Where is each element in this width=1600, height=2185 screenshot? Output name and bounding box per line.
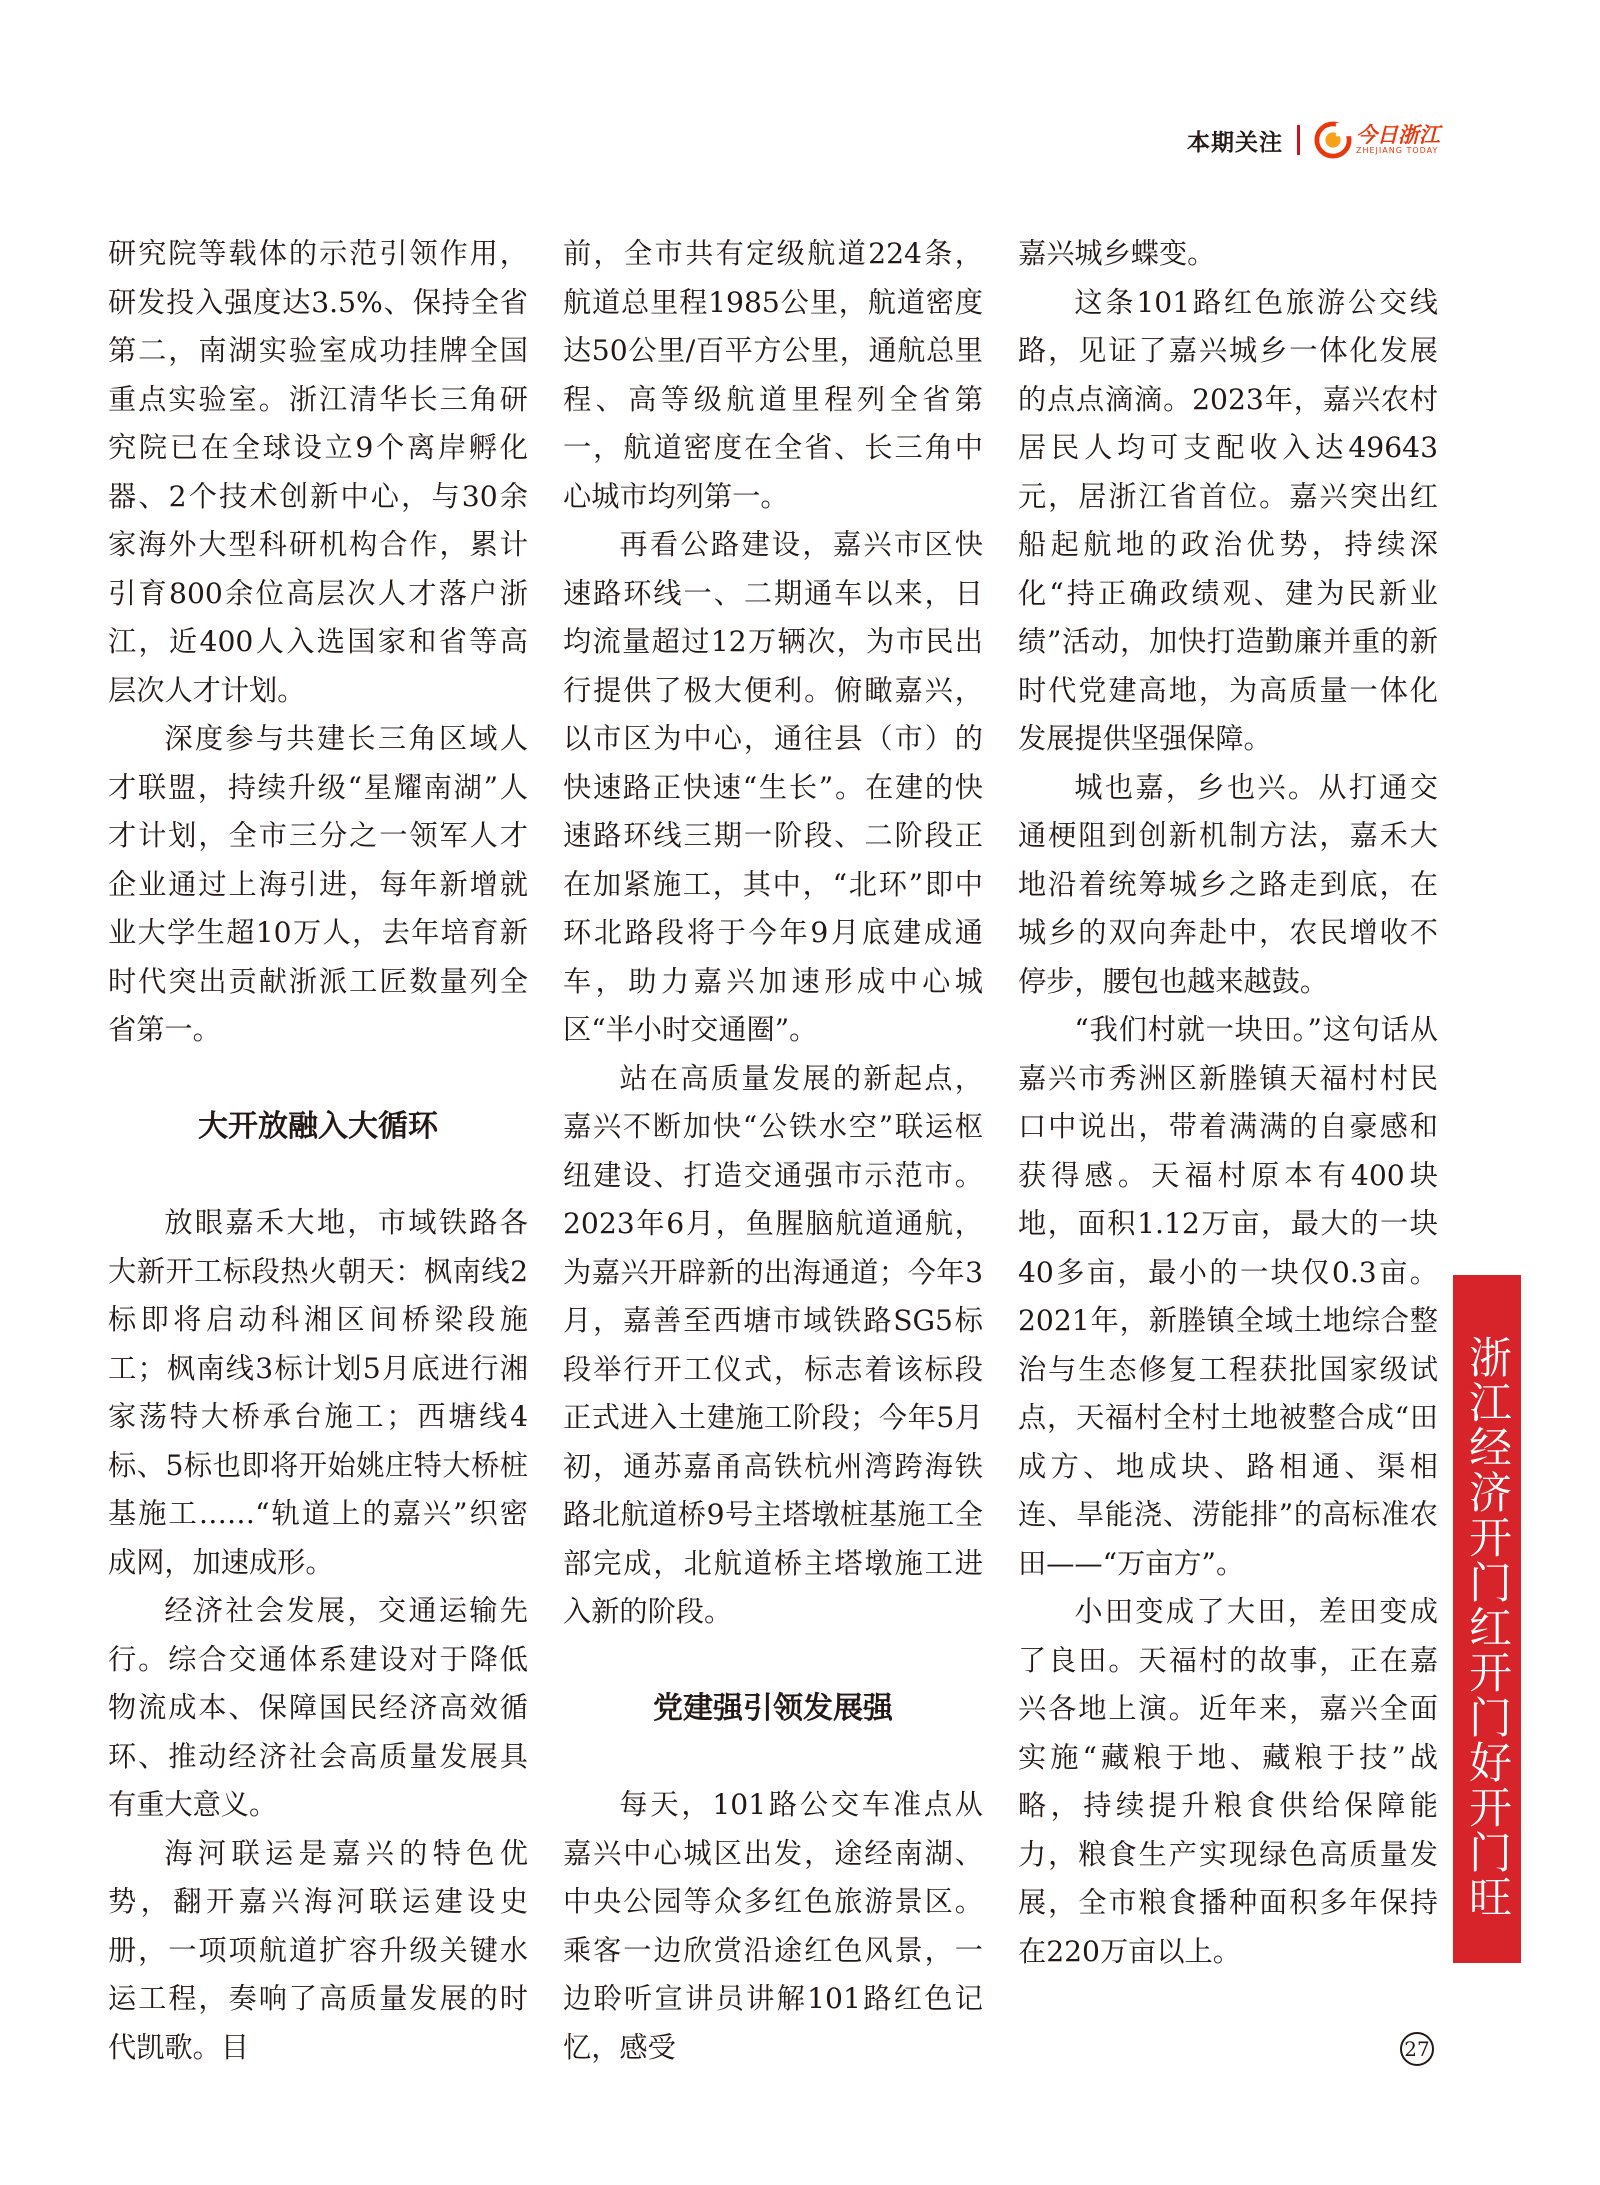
header-divider [1297, 125, 1300, 155]
body-paragraph: 嘉兴城乡蝶变。 [1018, 237, 1216, 270]
article-column-2 [563, 230, 983, 2072]
logo-swirl-icon [1314, 121, 1352, 159]
article-column-3 [1018, 230, 1438, 1976]
body-paragraph: 海河联运是嘉兴的特色优势，翻开嘉兴海河联运建设史册，一项项航道扩容升级关键水运工程，奏响了高质量发展的时代凯歌。目 [108, 1836, 528, 2064]
body-paragraph: 研究院等载体的示范引领作用，研发投入强度达3.5%、保持全省第二，南湖实验室成功挂牌全国重点实验室。浙江清华长三角研究院已在全球设立9个离岸孵化器、2个技术创新中心，与30余家海外大型科研机构合作，累计引育800余位高层次人才落户浙江，近400人入选国家和省等高层次人才计划。 [108, 237, 528, 707]
page-number: 27 [1400, 2032, 1434, 2066]
body-paragraph: 每天，101路公交车准点从嘉兴中心城区出发，途经南湖、中央公园等众多红色旅游景区。乘客一边欣赏沿途红色风景，一边聆听宣讲员讲解101路红色记忆，感受 [563, 1788, 983, 2064]
side-banner-text: 浙江经济开门红开门好开门旺 [1462, 1335, 1512, 1920]
section-heading: 大开放融入大循环 [198, 1108, 438, 1144]
article-column-1 [108, 230, 528, 2072]
body-paragraph: 站在高质量发展的新起点，嘉兴不断加快“公铁水空”联运枢纽建设、打造交通强市示范市。2023年6月，鱼腥脑航道通航，为嘉兴开辟新的出海通道；今年3月，嘉善至西塘市域铁路SG5标段举行开工仪式，标志着该标段正式进入土建施工阶段；今年5月初，通苏嘉甬高铁杭州湾跨海铁路北航道桥9号主塔墩桩基施工全部完成，北航道桥主塔墩施工进入新的阶段。 [563, 1061, 983, 1628]
body-paragraph: 经济社会发展，交通运输先行。综合交通体系建设对于降低物流成本、保障国民经济高效循环、推动经济社会高质量发展具有重大意义。 [108, 1594, 528, 1821]
logo-chinese-text: 今日浙江 [1356, 123, 1440, 147]
page-header [1187, 118, 1440, 162]
section-label: 本期关注 [1187, 129, 1283, 156]
logo-english-text: ZHEJIANG TODAY [1356, 146, 1439, 155]
body-paragraph: 再看公路建设，嘉兴市区快速路环线一、二期通车以来，日均流量超过12万辆次，为市民出行提供了极大便利。俯瞰嘉兴，以市区为中心，通往县（市）的快速路正快速“生长”。在建的快速路环线三期一阶段、二阶段正在加紧施工，其中，“北环”即中环北路段将于今年9月底建成通车，助力嘉兴加速形成中心城区“半小时交通圈”。 [563, 528, 983, 1046]
section-heading: 党建强引领发展强 [653, 1690, 893, 1726]
body-paragraph: 这条101路红色旅游公交线路，见证了嘉兴城乡一体化发展的点点滴滴。2023年，嘉兴农村居民人均可支配收入达49643元，居浙江省首位。嘉兴突出红船起航地的政治优势，持续深化“持正确政绩观、建为民新业绩”活动，加快打造勤廉并重的新时代党建高地，为高质量一体化发展提供坚强保障。 [1018, 285, 1438, 755]
body-paragraph: 小田变成了大田，差田变成了良田。天福村的故事，正在嘉兴各地上演。近年来，嘉兴全面实施“藏粮于地、藏粮于技”战略，持续提升粮食供给保障能力，粮食生产实现绿色高质量发展，全市粮食播种面积多年保持在220万亩以上。 [1018, 1595, 1438, 1968]
body-paragraph: 放眼嘉禾大地，市域铁路各大新开工标段热火朝天：枫南线2标即将启动科湘区间桥梁段施工；枫南线3标计划5月底进行湘家荡特大桥承台施工；西塘线4标、5标也即将开始姚庄特大桥桩基施工……“轨道上的嘉兴”织密成网，加速成形。 [108, 1206, 528, 1579]
body-paragraph: 前，全市共有定级航道224条，航道总里程1985公里，航道密度达50公里/百平方公里，通航总里程、高等级航道里程列全省第一，航道密度在全省、长三角中心城市均列第一。 [563, 237, 983, 513]
body-paragraph: 城也嘉，乡也兴。从打通交通梗阻到创新机制方法，嘉禾大地沿着统筹城乡之路走到底，在城乡的双向奔赴中，农民增收不停步，腰包也越来越鼓。 [1018, 770, 1438, 998]
magazine-logo [1314, 121, 1440, 159]
body-paragraph: 深度参与共建长三角区域人才联盟，持续升级“星耀南湖”人才计划，全市三分之一领军人才企业通过上海引进，每年新增就业大学生超10万人，去年培育新时代突出贡献浙派工匠数量列全省第一。 [108, 722, 528, 1046]
body-paragraph: “我们村就一块田。”这句话从嘉兴市秀洲区新塍镇天福村村民口中说出，带着满满的自豪感和获得感。天福村原本有400块地，面积1.12万亩，最大的一块40多亩，最小的一块仅0.3亩。2021年，新塍镇全域土地综合整治与生态修复工程获批国家级试点，天福村全村土地被整合成“田成方、地成块、路相通、渠相连、旱能浇、涝能排”的高标准农田——“万亩方”。 [1018, 1013, 1438, 1580]
side-banner [1453, 1275, 1521, 1963]
